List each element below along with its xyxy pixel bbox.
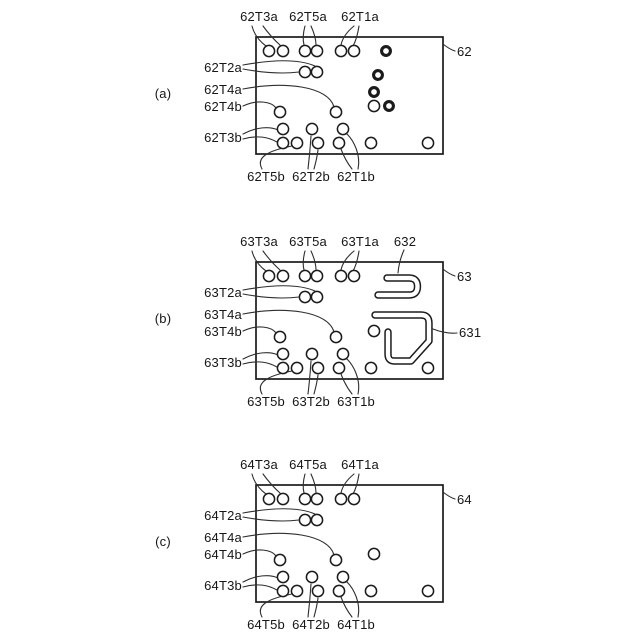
- panel-c: [155, 457, 472, 632]
- terminal-pad: [306, 348, 317, 359]
- terminal-pad: [277, 585, 288, 596]
- terminal-pad: [311, 270, 322, 281]
- terminal-pad: [263, 45, 274, 56]
- terminal-pad: [306, 571, 317, 582]
- terminal-pad: [348, 270, 359, 281]
- via-pad: [370, 88, 379, 97]
- terminal-pad: [422, 362, 433, 373]
- label-64T1b: 64T1b: [337, 617, 375, 632]
- terminal-pad: [277, 137, 288, 148]
- terminal-pad: [365, 585, 376, 596]
- terminal-pad: [365, 137, 376, 148]
- label-64T1a: 64T1a: [341, 457, 379, 472]
- terminal-pad: [335, 270, 346, 281]
- terminal-pad: [277, 362, 288, 373]
- terminal-pad: [368, 325, 379, 336]
- label-63T1a: 63T1a: [341, 234, 379, 249]
- terminal-pad: [311, 493, 322, 504]
- panel-tag-b: (b): [154, 311, 172, 326]
- terminal-pad: [299, 493, 310, 504]
- terminal-pad: [277, 45, 288, 56]
- ref-label-64: 64: [457, 492, 472, 507]
- panel-tag-c: (c): [155, 534, 171, 549]
- terminal-pad: [330, 331, 341, 342]
- label-64T3a: 64T3a: [240, 457, 278, 472]
- terminal-pad: [333, 585, 344, 596]
- label-64T3b: 64T3b: [204, 578, 242, 593]
- terminal-pad: [365, 362, 376, 373]
- terminal-pad: [348, 493, 359, 504]
- terminal-pad: [311, 291, 322, 302]
- ref-label-62: 62: [457, 44, 472, 59]
- terminal-pad: [277, 348, 288, 359]
- terminal-pad: [311, 514, 322, 525]
- label-63T3a: 63T3a: [240, 234, 278, 249]
- trace-label-632: 632: [393, 234, 417, 249]
- via-pad: [374, 71, 383, 80]
- label-63T4a: 63T4a: [204, 307, 242, 322]
- terminal-pad: [312, 585, 323, 596]
- terminal-pad: [306, 123, 317, 134]
- panel-b: [155, 234, 482, 409]
- terminal-pad: [277, 270, 288, 281]
- terminal-pad: [335, 493, 346, 504]
- terminal-pad: [263, 270, 274, 281]
- label-62T4a: 62T4a: [204, 82, 242, 97]
- terminal-pad: [368, 100, 379, 111]
- terminal-pad: [274, 106, 285, 117]
- terminal-pad: [277, 571, 288, 582]
- label-63T2a: 63T2a: [204, 285, 242, 300]
- terminal-pad: [277, 123, 288, 134]
- label-64T2a: 64T2a: [204, 508, 242, 523]
- label-63T5b: 63T5b: [247, 394, 285, 409]
- terminal-pad: [311, 66, 322, 77]
- panel-tag-a: (a): [154, 86, 172, 101]
- label-62T5b: 62T5b: [247, 169, 285, 184]
- label-62T4b: 62T4b: [204, 99, 242, 114]
- terminal-pad: [299, 66, 310, 77]
- terminal-pad: [277, 493, 288, 504]
- label-63T5a: 63T5a: [289, 234, 327, 249]
- label-64T4a: 64T4a: [204, 530, 242, 545]
- terminal-pad: [312, 362, 323, 373]
- terminal-pad: [337, 123, 348, 134]
- terminal-pad: [333, 362, 344, 373]
- terminal-pad: [263, 493, 274, 504]
- terminal-pad: [348, 45, 359, 56]
- leader-line: [443, 492, 455, 499]
- label-63T2b: 63T2b: [292, 394, 330, 409]
- terminal-pad: [337, 348, 348, 359]
- terminal-pad: [274, 331, 285, 342]
- label-62T5a: 62T5a: [289, 9, 327, 24]
- terminal-pad: [422, 137, 433, 148]
- label-62T3a: 62T3a: [240, 9, 278, 24]
- terminal-pad: [274, 554, 285, 565]
- terminal-pad: [311, 45, 322, 56]
- terminal-pad: [312, 137, 323, 148]
- terminal-pad: [299, 270, 310, 281]
- label-63T3b: 63T3b: [204, 355, 242, 370]
- leader-line: [443, 269, 455, 276]
- terminal-pad: [335, 45, 346, 56]
- terminal-pad: [299, 514, 310, 525]
- ref-label-63: 63: [457, 269, 472, 284]
- label-62T1a: 62T1a: [341, 9, 379, 24]
- trace-label-631: 631: [459, 325, 482, 340]
- terminal-pad: [291, 362, 302, 373]
- leader-line: [443, 44, 455, 51]
- panel-a: [155, 9, 472, 184]
- label-63T1b: 63T1b: [337, 394, 375, 409]
- label-62T2a: 62T2a: [204, 60, 242, 75]
- label-62T3b: 62T3b: [204, 130, 242, 145]
- via-pad: [382, 47, 391, 56]
- label-62T2b: 62T2b: [292, 169, 330, 184]
- terminal-pad: [299, 291, 310, 302]
- terminal-pad: [291, 137, 302, 148]
- terminal-pad: [291, 585, 302, 596]
- terminal-pad: [368, 548, 379, 559]
- label-64T5a: 64T5a: [289, 457, 327, 472]
- terminal-pad: [330, 106, 341, 117]
- via-pad: [385, 102, 394, 111]
- terminal-pad: [422, 585, 433, 596]
- terminal-pad: [299, 45, 310, 56]
- label-64T4b: 64T4b: [204, 547, 242, 562]
- terminal-pad: [333, 137, 344, 148]
- label-64T5b: 64T5b: [247, 617, 285, 632]
- label-64T2b: 64T2b: [292, 617, 330, 632]
- label-62T1b: 62T1b: [337, 169, 375, 184]
- label-63T4b: 63T4b: [204, 324, 242, 339]
- terminal-pad: [330, 554, 341, 565]
- terminal-pad: [337, 571, 348, 582]
